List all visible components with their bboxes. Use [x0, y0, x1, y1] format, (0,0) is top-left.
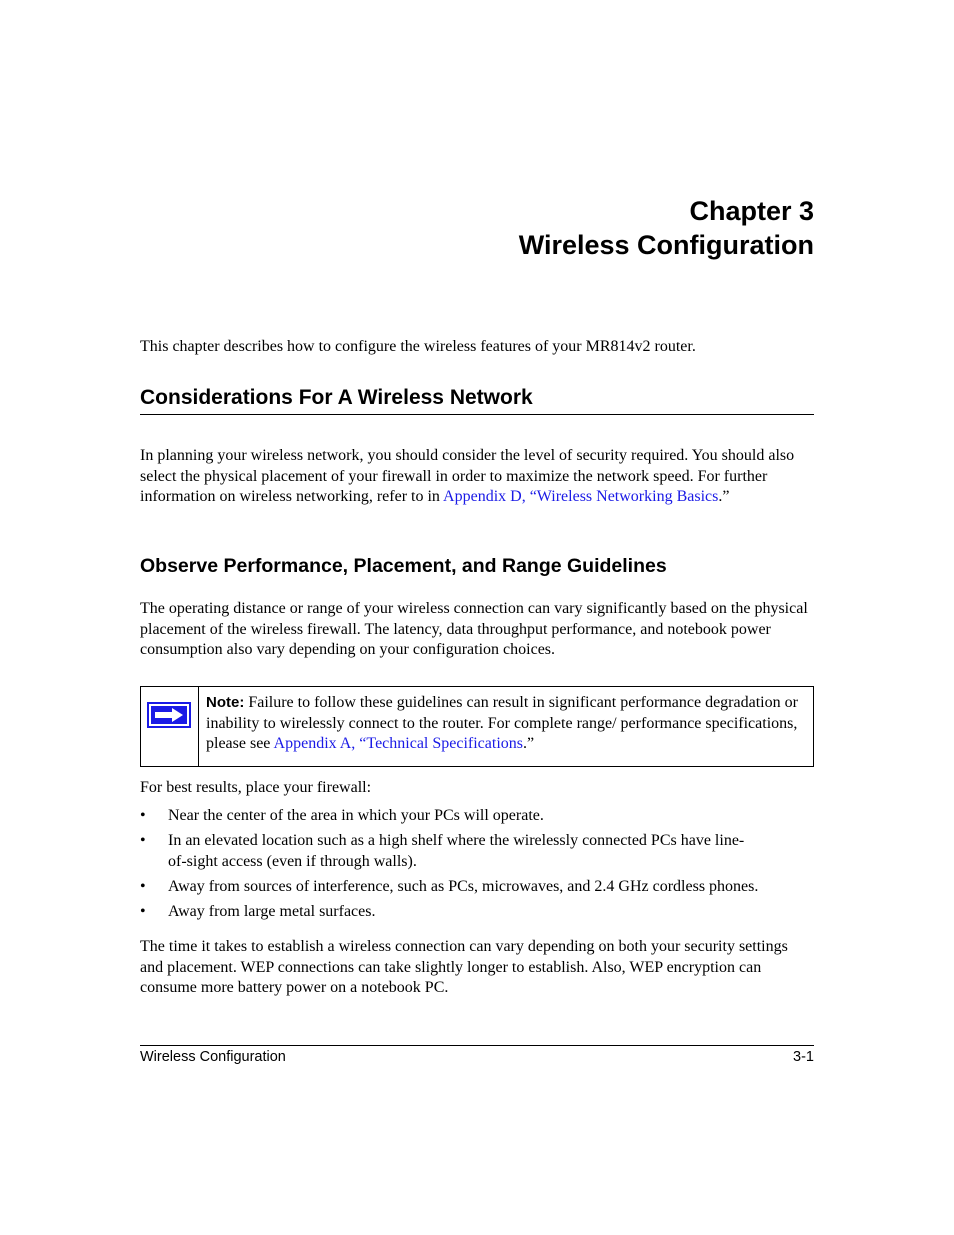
- best-results-intro: For best results, place your firewall:: [140, 779, 372, 796]
- appendix-d-link[interactable]: Appendix D, “Wireless Networking Basics: [443, 488, 719, 505]
- intro-paragraph: This chapter describes how to configure the wireless features of your MR814v2 router.: [140, 338, 696, 355]
- footer-divider: [140, 1045, 814, 1046]
- closing-paragraph: The time it takes to establish a wireless connection can vary depending on both your security settings and placement. WEP connections can take slightly longer to establish. Also, WEP encryption can consume more battery power on a notebook PC.: [140, 938, 788, 996]
- list-item-text: In an elevated location such as a high shelf where the wirelessly connected PCs have line-of-sight access (even if through walls).: [168, 832, 745, 870]
- note-icon-cell: [141, 687, 199, 766]
- guidelines-paragraph: The operating distance or range of your wireless connection can vary significantly based on the physical placement of the wireless firewall. The latency, data throughput performance, and notebook power consumption also vary depending on your configuration choices.: [140, 600, 808, 658]
- note-body-end: .”: [523, 735, 535, 752]
- arrow-right-icon: [147, 702, 191, 728]
- list-item-text: Away from sources of interference, such as PCs, microwaves, and 2.4 GHz cordless phones.: [168, 877, 759, 895]
- footer-chapter-title: Wireless Configuration: [140, 1049, 286, 1065]
- considerations-text-end: .”: [718, 488, 730, 505]
- chapter-title: Wireless Configuration: [518, 230, 814, 260]
- bullet-icon: •: [140, 807, 146, 824]
- list-item: [140, 806, 820, 827]
- note-label: Note:: [206, 694, 245, 711]
- list-item-text: Near the center of the area in which your PCs will operate.: [168, 807, 544, 824]
- list-item: [140, 877, 820, 898]
- chapter-number: Chapter 3: [689, 196, 814, 226]
- note-text: [206, 693, 806, 755]
- section-heading-considerations: Considerations For A Wireless Network: [140, 384, 814, 415]
- note-box: [140, 686, 814, 767]
- chapter-heading: [519, 194, 814, 262]
- bullet-icon: •: [140, 832, 146, 849]
- placement-bullet-list: [140, 806, 820, 927]
- list-item: [140, 902, 820, 923]
- bullet-icon: •: [140, 902, 146, 920]
- list-item: [140, 831, 820, 872]
- considerations-paragraph: [140, 446, 816, 508]
- appendix-a-link[interactable]: Appendix A, “Technical Specifications: [273, 735, 523, 752]
- bullet-icon: •: [140, 877, 146, 895]
- list-item-text: Away from large metal surfaces.: [168, 902, 376, 920]
- note-body: Failure to follow these guidelines can result in significant performance degradation or inability to wirelessly connect to the router. For complete range/ performance specifications, please see: [206, 694, 798, 752]
- footer-page-number: 3-1: [793, 1049, 814, 1065]
- considerations-text: In planning your wireless network, you should consider the level of security required. You should also select the physical placement of your firewall in order to maximize the network speed. For further information on wireless networking, refer to in: [140, 447, 795, 505]
- section-heading-guidelines: Observe Performance, Placement, and Range Guidelines: [140, 555, 667, 577]
